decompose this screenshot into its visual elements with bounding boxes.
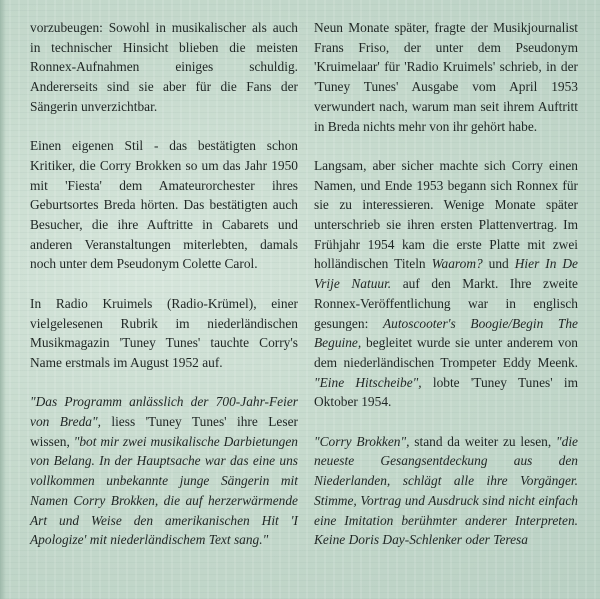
plain-text: liess 'Tuney Tunes' ihre Leser wissen, <box>30 414 298 449</box>
paragraph-corry-quote <box>314 432 578 550</box>
quote-text: "bot mir zwei musikalische Darbietungen von Belang. In der Hauptsache war das eine uns vollkommen unbekannte junge Sängerin mit Namen Corry Brokken, die auf herzerwärmende Art und Weise den amerikanischen Hit 'I Apologize' mit niederländischem Text sang." <box>30 433 298 548</box>
plain-text: auf den Markt. Ihre zweite Ronnex-Veröffentlichung war in englisch gesungen: <box>314 276 578 331</box>
song-title: Autoscooter's Boogie/Begin The Beguine, <box>314 315 578 351</box>
page-edge <box>0 0 6 599</box>
plain-text: begleitet wurde sie unter anderem von dem niederländischen Trompeter Eddy Meenk. <box>314 335 578 370</box>
plain-text: und <box>482 256 515 272</box>
plain-text: Langsam, aber sicher machte sich Corry einen Namen, und Ende 1953 begann sich Ronnex für sie zu interessieren. Wenige Monate später unterschrieb sie ihren ersten Plattenvertrag. Im Frühjahr 1954 kam die erste Platte mit zwei holländischen Titeln <box>314 157 578 272</box>
paragraph-nine-months: Neun Monate später, fragte der Musikjournalist Frans Friso, der unter dem Pseudonym 'Kruimelaar' für 'Radio Kruimels' schrieb, in der 'Tuney Tunes' Ausgabe vom April 1953 verwundert nach, warum man seit ihrem Auftritt in Breda nichts mehr von ihr gehört habe. <box>314 20 578 134</box>
plain-text: lobte 'Tuney Tunes' im Oktober 1954. <box>314 374 578 410</box>
quote-text: "Eine Hitscheibe", <box>314 374 422 390</box>
paragraph-own-style: Einen eigenen Stil - das bestätigten schon Kritiker, die Corry Brokken so um das Jahr 1950 mit 'Fiesta' dem Amateurorchester ihres Geburtsortes Breda hörten. Das bestätigten auch Besucher, die ihre Auftritte in Cabarets und anderen Veranstaltungen miterlebten, damals noch unter dem Pseudonym Colette Carol. <box>30 138 298 272</box>
paragraph-intro: vorzubeugen: Sowohl in musikalischer als auch in technischer Hinsicht blieben die meisten Ronnex-Aufnahmen einiges schuldig. Andererseits sind sie aber für die Fans der Sängerin unverzichtbar. <box>30 20 298 114</box>
paragraph-ronnex-contract <box>314 156 578 412</box>
song-title: Waarom? <box>431 256 483 272</box>
quote-text: "Das Programm anlässlich der 700-Jahr-Feier von Breda", <box>30 394 298 430</box>
left-text-column <box>30 18 298 550</box>
right-text-column <box>314 18 578 550</box>
plain-text: stand da weiter zu lesen, <box>409 433 557 449</box>
paragraph-quote-program <box>30 392 298 550</box>
song-title: Hier In De Vrije Natuur. <box>314 256 578 292</box>
quote-text: "die neueste Gesangsentdeckung aus den Niederlanden, schlägt alle ihre Vorgänger. Stimme, Vortrag und Ausdruck sind nicht einfach eine Imitation berühmter anderer Interpreten. Keine Doris Day-Schlenker oder Teresa <box>314 433 578 548</box>
quote-text: "Corry Brokken", <box>314 433 410 449</box>
paragraph-radio-kruimels: In Radio Kruimels (Radio-Krümel), einer vielgelesenen Rubrik im niederländischen Musikmagazin 'Tuney Tunes' tauchte Corry's Name erstmals im August 1952 auf. <box>30 295 298 370</box>
